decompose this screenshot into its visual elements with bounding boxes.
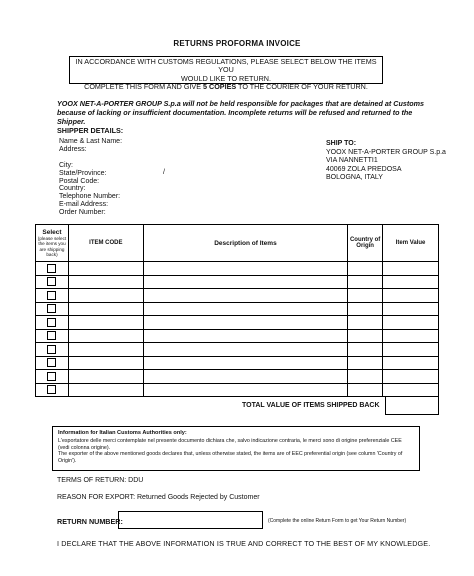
select-checkbox[interactable]	[47, 264, 56, 273]
description-cell[interactable]	[143, 356, 347, 370]
ship-to-line: 40069 ZOLA PREDOSA	[326, 165, 402, 173]
item-value-header: Item Value	[383, 225, 439, 262]
country-cell[interactable]	[348, 329, 383, 343]
total-value-label: TOTAL VALUE OF ITEMS SHIPPED BACK	[242, 402, 380, 409]
description-cell[interactable]	[143, 343, 347, 357]
description-cell[interactable]	[143, 316, 347, 330]
country-cell[interactable]	[348, 356, 383, 370]
select-cell[interactable]	[36, 329, 69, 343]
select-cell[interactable]	[36, 316, 69, 330]
table-row	[36, 275, 439, 289]
terms-of-return: TERMS OF RETURN: DDU	[57, 477, 144, 484]
italian-customs-text-en: The exporter of the above mentioned goods declares that, unless otherwise stated, the items are of EEC preferential origin (see column 'Country of Origin').	[58, 451, 403, 464]
country-cell[interactable]	[348, 370, 383, 384]
total-value-field[interactable]	[385, 396, 439, 415]
item-value-cell[interactable]	[383, 302, 439, 316]
item-value-cell[interactable]	[383, 316, 439, 330]
item-code-cell[interactable]	[68, 370, 143, 384]
select-header-label: Select	[42, 228, 62, 236]
field-name[interactable]: Name & Last Name:	[59, 138, 123, 145]
select-checkbox[interactable]	[47, 358, 56, 367]
country-cell[interactable]	[348, 275, 383, 289]
field-postal-code[interactable]: Postal Code:	[59, 177, 100, 185]
select-checkbox[interactable]	[47, 304, 56, 313]
notice-line-3	[70, 83, 382, 91]
shipper-details-title: SHIPPER DETAILS:	[57, 126, 124, 135]
select-checkbox[interactable]	[47, 331, 56, 340]
field-address-2[interactable]	[59, 154, 122, 162]
return-number-note: (Complete the online Return Form to get Your Return Number)	[268, 518, 407, 524]
select-checkbox[interactable]	[47, 318, 56, 327]
page-title: RETURNS PROFORMA INVOICE	[173, 39, 301, 48]
item-code-header: ITEM CODE	[68, 225, 143, 262]
item-code-cell[interactable]	[68, 343, 143, 357]
notice-copies: 5 COPIES	[203, 82, 237, 92]
notice-line-1: IN ACCORDANCE WITH CUSTOMS REGULATIONS, PLEASE SELECT BELOW THE ITEMS YOU	[75, 57, 377, 75]
select-cell[interactable]	[36, 383, 69, 397]
field-city[interactable]: City:	[59, 161, 73, 169]
table-row	[36, 302, 439, 316]
country-cell[interactable]	[348, 289, 383, 303]
select-checkbox[interactable]	[47, 385, 56, 394]
select-cell[interactable]	[36, 370, 69, 384]
select-checkbox[interactable]	[47, 291, 56, 300]
description-cell[interactable]	[143, 275, 347, 289]
field-address[interactable]: Address:	[59, 145, 87, 153]
ship-to-line: BOLOGNA, ITALY	[326, 174, 383, 182]
item-value-cell[interactable]	[383, 383, 439, 397]
notice-line-2: WOULD LIKE TO RETURN.	[181, 73, 271, 83]
italian-customs-text-it: L'esportatore delle merci contemplate nel presente documento dichiara che, salvo indicazione contraria, le merci sono di origine preferenziale CEE (vedi colonna origine).	[58, 438, 402, 451]
ship-to-line: VIA NANNETTI1	[326, 157, 378, 165]
country-of-origin-header: Country of Origin	[348, 225, 383, 262]
description-cell[interactable]	[143, 383, 347, 397]
item-value-cell[interactable]	[383, 275, 439, 289]
select-cell[interactable]	[36, 356, 69, 370]
return-number-field[interactable]	[118, 511, 263, 529]
table-row	[36, 316, 439, 330]
description-cell[interactable]	[143, 262, 347, 276]
ship-to-title: SHIP TO:	[326, 140, 357, 147]
select-cell[interactable]	[36, 262, 69, 276]
item-code-cell[interactable]	[68, 316, 143, 330]
description-cell[interactable]	[143, 302, 347, 316]
notice-line-3-post: TO THE COURIER OF YOUR RETURN.	[236, 82, 368, 92]
description-cell[interactable]	[143, 370, 347, 384]
item-code-cell[interactable]	[68, 383, 143, 397]
item-code-cell[interactable]	[68, 329, 143, 343]
select-cell[interactable]	[36, 275, 69, 289]
declaration: I DECLARE THAT THE ABOVE INFORMATION IS TRUE AND CORRECT TO THE BEST OF MY KNOWLEDGE.	[57, 539, 431, 548]
country-cell[interactable]	[348, 343, 383, 357]
country-cell[interactable]	[348, 302, 383, 316]
shipper-fields	[59, 138, 122, 217]
table-row	[36, 262, 439, 276]
italian-customs-heading: Information for Italian Customs Authorities only:	[58, 430, 187, 436]
country-cell[interactable]	[348, 262, 383, 276]
table-row	[36, 329, 439, 343]
items-header-row	[36, 225, 439, 262]
items-table	[35, 224, 439, 397]
field-order-number[interactable]: Order Number:	[59, 209, 106, 217]
table-row	[36, 343, 439, 357]
return-number-label: RETURN NUMBER:	[57, 517, 123, 526]
description-cell[interactable]	[143, 329, 347, 343]
ship-to-line: YOOX NET-A-PORTER GROUP S.p.a	[326, 148, 446, 156]
select-column-header	[36, 225, 69, 262]
select-header-note: (please select the items you are shipping back)	[37, 235, 67, 257]
select-checkbox[interactable]	[47, 345, 56, 354]
table-row	[36, 289, 439, 303]
field-email[interactable]: E-mail Address:	[59, 201, 109, 209]
table-row	[36, 356, 439, 370]
item-code-cell[interactable]	[68, 275, 143, 289]
item-code-cell[interactable]	[68, 289, 143, 303]
field-state[interactable]: State/Province:	[59, 169, 107, 177]
description-cell[interactable]	[143, 289, 347, 303]
disclaimer: YOOX NET-A-PORTER GROUP S.p.a will not be held responsible for packages that are detained at Customs because of lacking or insufficient documentation. Incomplete returns will be refused and returned to the Shipper.	[57, 99, 425, 126]
customs-notice-box	[69, 56, 383, 92]
item-code-cell[interactable]	[68, 262, 143, 276]
field-telephone[interactable]: Telephone Number:	[59, 193, 121, 201]
item-code-cell[interactable]	[68, 356, 143, 370]
ship-to-block	[326, 140, 446, 183]
country-cell[interactable]	[348, 383, 383, 397]
field-country[interactable]: Country:	[59, 185, 86, 193]
select-cell[interactable]	[36, 343, 69, 357]
notice-line-3-pre: COMPLETE THIS FORM AND GIVE	[84, 82, 204, 92]
select-checkbox[interactable]	[47, 277, 56, 286]
item-value-cell[interactable]	[383, 329, 439, 343]
item-value-cell[interactable]	[383, 370, 439, 384]
description-header: Description of Items	[143, 225, 347, 262]
item-code-cell[interactable]	[68, 302, 143, 316]
item-value-cell[interactable]	[383, 356, 439, 370]
item-value-cell[interactable]	[383, 343, 439, 357]
select-cell[interactable]	[36, 289, 69, 303]
country-cell[interactable]	[348, 316, 383, 330]
item-value-cell[interactable]	[383, 262, 439, 276]
reason-for-export: REASON FOR EXPORT: Returned Goods Rejected by Customer	[57, 494, 260, 501]
select-cell[interactable]	[36, 302, 69, 316]
table-row	[36, 383, 439, 397]
italian-customs-box	[52, 426, 420, 471]
select-checkbox[interactable]	[47, 372, 56, 381]
item-value-cell[interactable]	[383, 289, 439, 303]
table-row	[36, 370, 439, 384]
state-separator: /	[163, 169, 165, 176]
